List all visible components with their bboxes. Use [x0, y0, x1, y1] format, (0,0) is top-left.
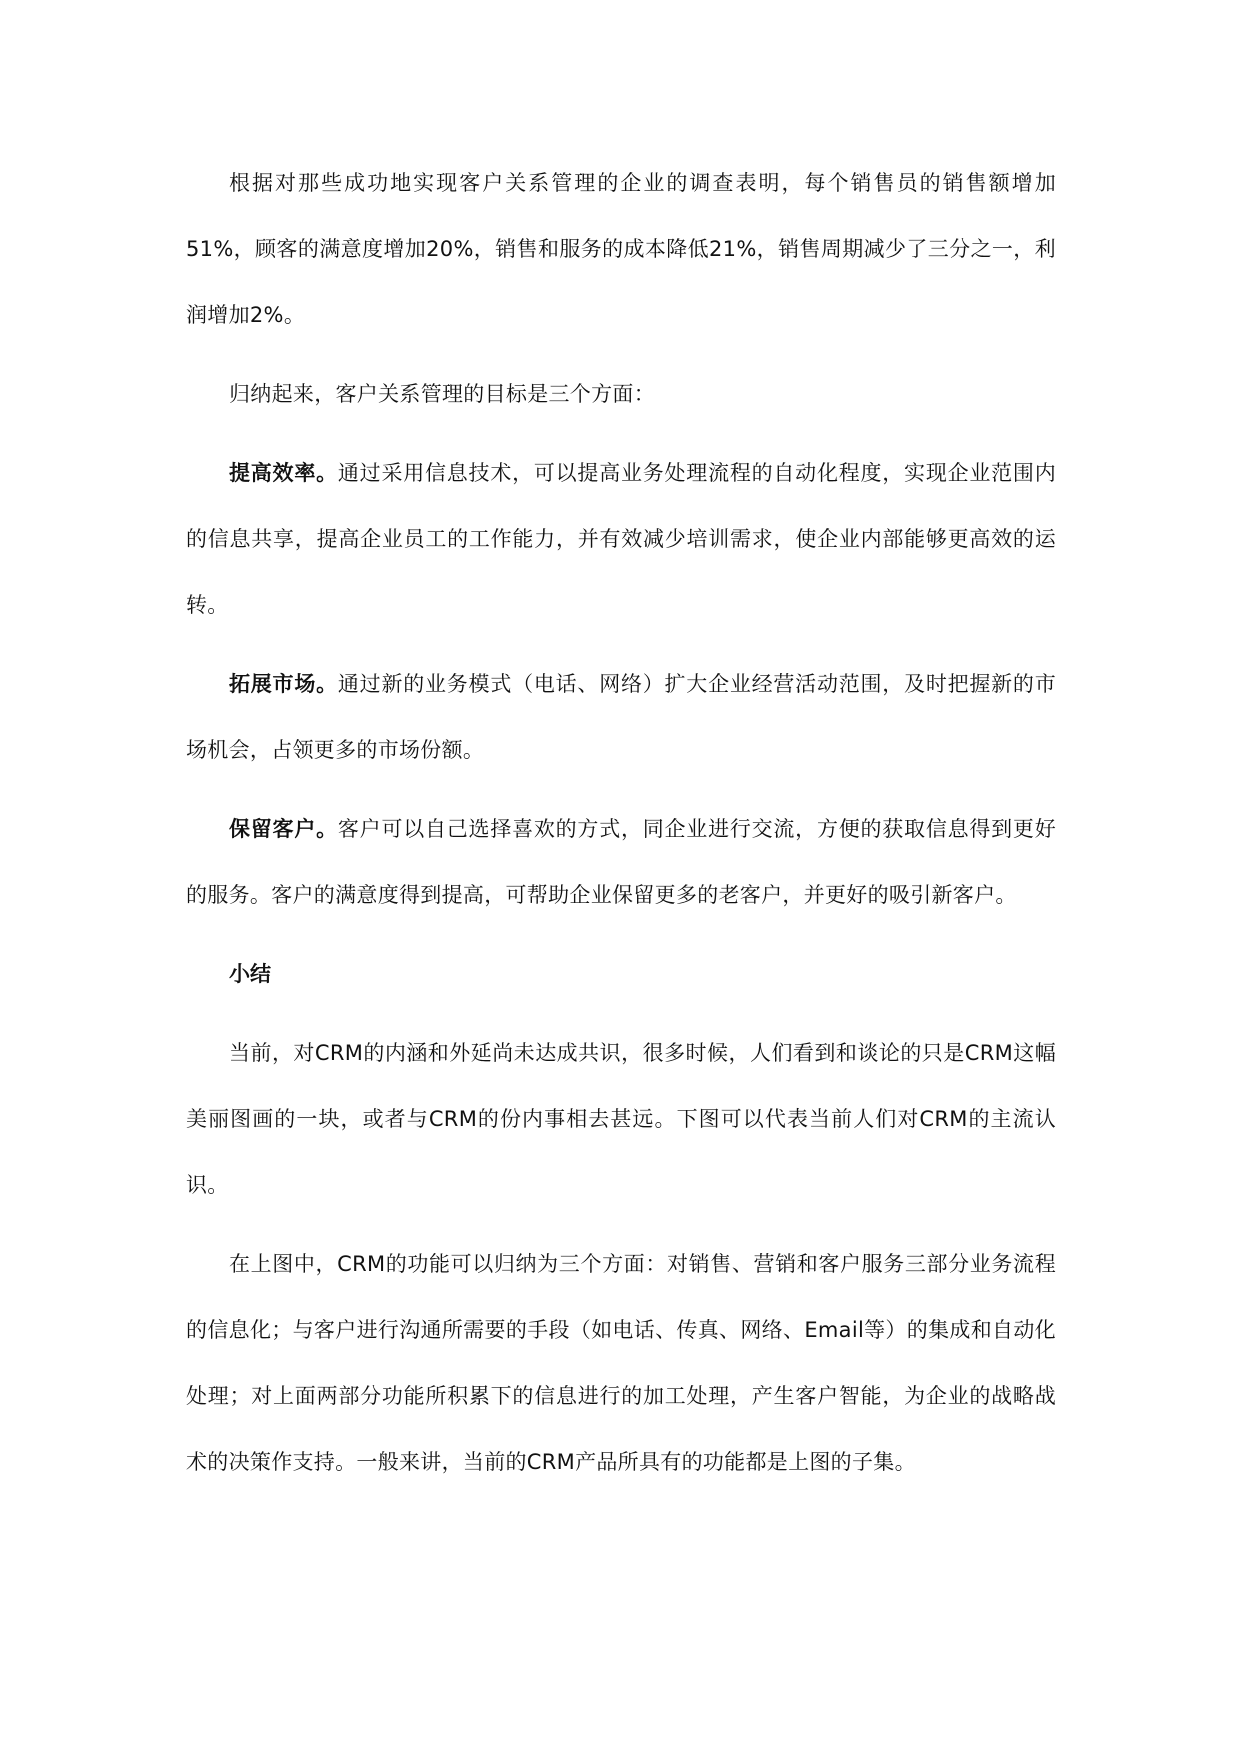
- paragraph-body-efficiency: 通过采用信息技术，可以提高业务处理流程的自动化程度，实现企业范围内的信息共享，提高企业员工的工作能力，并有效减少培训需求，使企业内部能够更高效的运转。: [186, 461, 1057, 617]
- document-page: [186, 150, 1056, 1495]
- paragraph-lead-retain: 保留客户。: [229, 817, 338, 841]
- paragraph-body-retain: 客户可以自己选择喜欢的方式，同企业进行交流，方便的获取信息得到更好的服务。客户的满意度得到提高，可帮助企业保留更多的老客户，并更好的吸引新客户。: [186, 817, 1057, 907]
- section-heading-summary: 小结: [229, 962, 271, 986]
- paragraph-survey-results: 根据对那些成功地实现客户关系管理的企业的调查表明，每个销售员的销售额增加51%，顾客的满意度增加20%，销售和服务的成本降低21%，销售周期减少了三分之一，利润增加2%。: [186, 171, 1056, 327]
- paragraph-expand-market: [186, 651, 1056, 783]
- paragraph-lead-market: 拓展市场。: [229, 672, 338, 696]
- paragraph-improve-efficiency: [186, 440, 1056, 638]
- paragraph-body-market: 通过新的业务模式（电话、网络）扩大企业经营活动范围，及时把握新的市场机会，占领更多的市场份额。: [186, 672, 1057, 762]
- paragraph-crm-consensus: 当前，对CRM的内涵和外延尚未达成共识，很多时候，人们看到和谈论的只是CRM这幅美丽图画的一块，或者与CRM的份内事相去甚远。下图可以代表当前人们对CRM的主流认识。: [186, 1041, 1056, 1197]
- paragraph-crm-functions: 在上图中，CRM的功能可以归纳为三个方面：对销售、营销和客户服务三部分业务流程的信息化；与客户进行沟通所需要的手段（如电话、传真、网络、Email等）的集成和自动化处理；对上面两部分功能所积累下的信息进行的加工处理，产生客户智能，为企业的战略战术的决策作支持。一般来讲，当前的CRM产品所具有的功能都是上图的子集。: [186, 1252, 1056, 1474]
- paragraph-goals-intro: 归纳起来，客户关系管理的目标是三个方面：: [229, 382, 655, 406]
- paragraph-retain-customers: [186, 796, 1056, 928]
- paragraph-lead-efficiency: 提高效率。: [229, 461, 338, 485]
